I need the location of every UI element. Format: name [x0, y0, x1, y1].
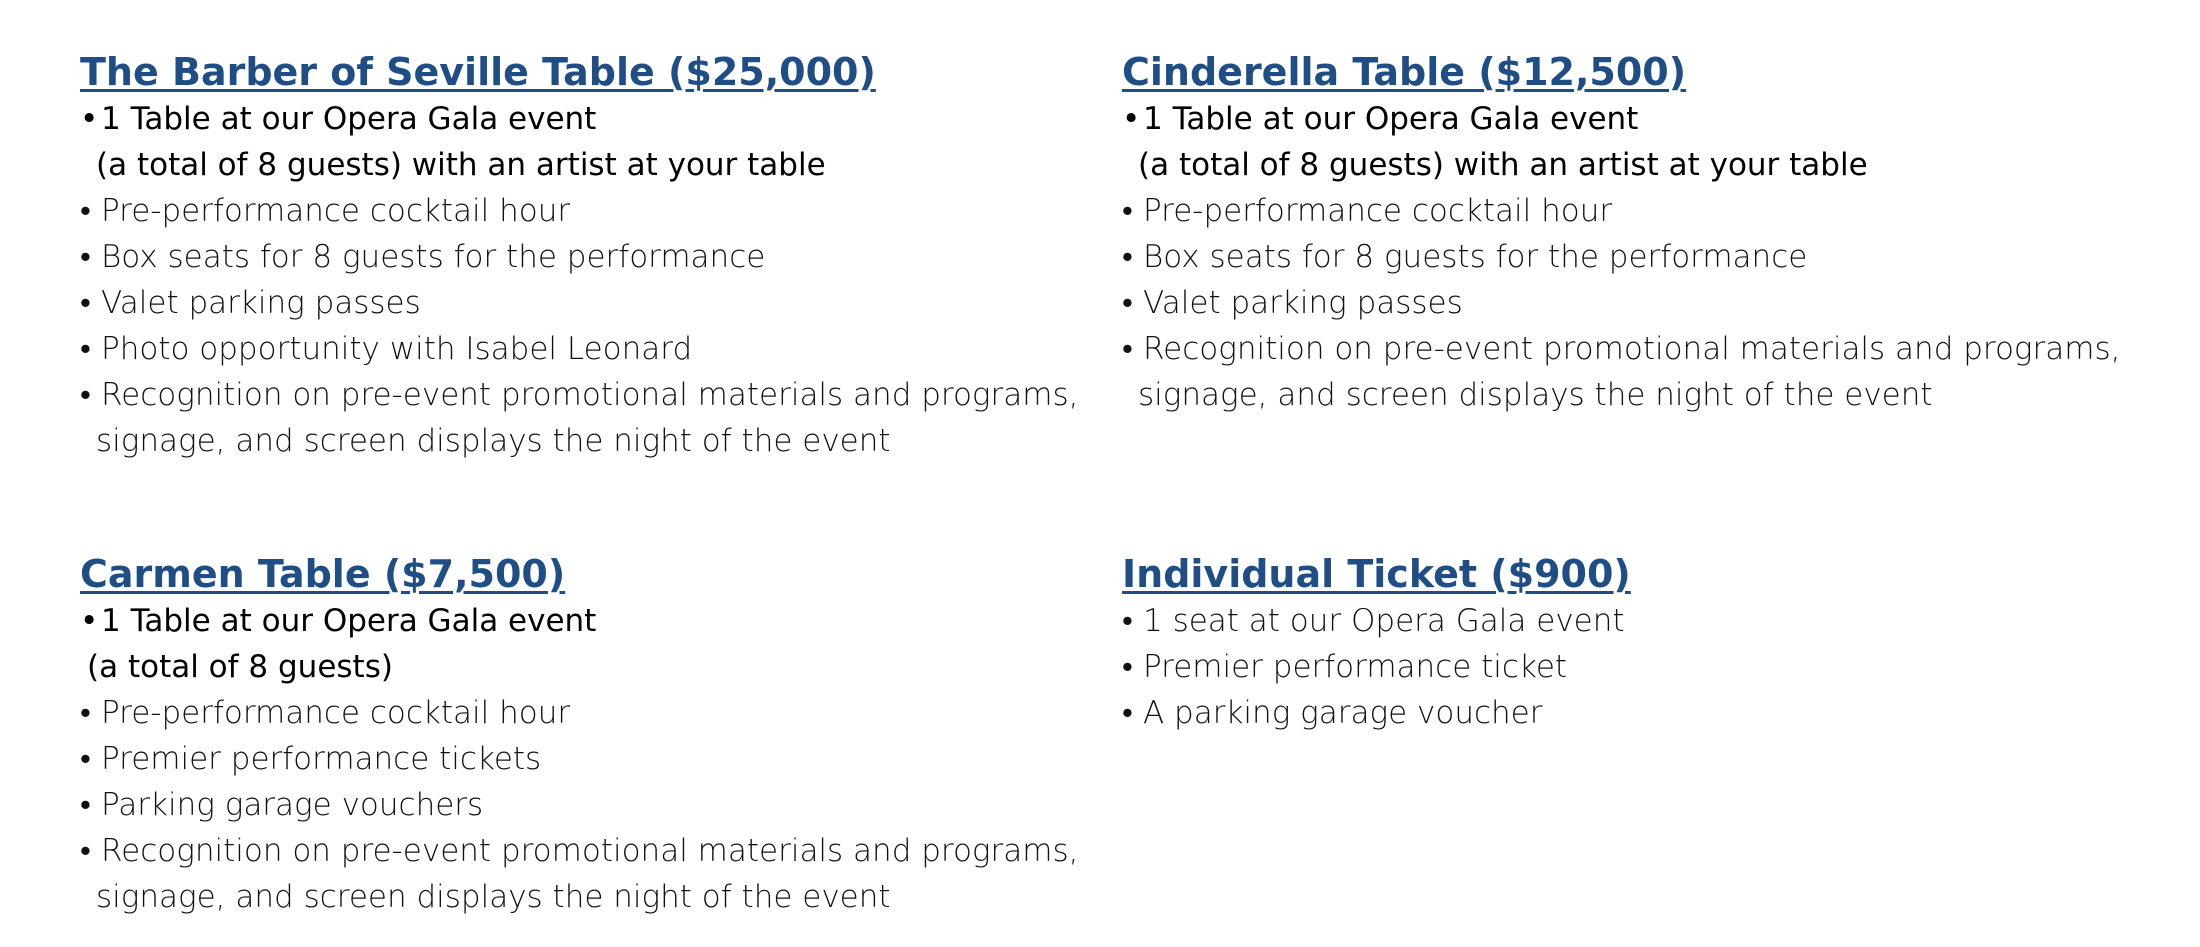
list-item: • Pre-performance cocktail hour [80, 188, 1080, 234]
bullet-icon: • [1122, 193, 1133, 229]
list-item: • Parking garage vouchers [80, 782, 1080, 828]
list-item: •1 Table at our Opera Gala event (a total of 8 guests) [80, 598, 1080, 690]
bullet-icon: • [80, 833, 91, 869]
tier-carmen [80, 550, 1080, 920]
benefit-list [1122, 598, 2122, 736]
tier-title: Individual Ticket ($900) [1122, 552, 1631, 596]
bullet-icon: • [80, 193, 91, 229]
tier-barber-of-seville [80, 48, 1080, 464]
list-item: • Valet parking passes [80, 280, 1080, 326]
list-item: • Box seats for 8 guests for the performance [1122, 234, 2122, 280]
list-item: • A parking garage voucher [1122, 690, 2122, 736]
list-item: • 1 seat at our Opera Gala event [1122, 598, 2122, 644]
bullet-icon: • [80, 787, 91, 823]
list-item: • Valet parking passes [1122, 280, 2122, 326]
bullet-icon: • [80, 741, 91, 777]
bullet-icon: • [80, 377, 91, 413]
bullet-icon: • [80, 101, 99, 137]
bullet-icon: • [1122, 331, 1133, 367]
list-item: • Recognition on pre-event promotional materials and programs, signage, and screen displays the night of the event [80, 372, 1080, 464]
bullet-icon: • [1122, 285, 1133, 321]
bullet-icon: • [80, 285, 91, 321]
tier-individual-ticket [1122, 550, 2122, 736]
tier-title: Cinderella Table ($12,500) [1122, 50, 1687, 94]
bullet-icon: • [1122, 101, 1141, 137]
list-item: • Premier performance ticket [1122, 644, 2122, 690]
list-item: •1 Table at our Opera Gala event (a total of 8 guests) with an artist at your table [80, 96, 1080, 188]
bullet-icon: • [80, 603, 99, 639]
tier-title: The Barber of Seville Table ($25,000) [80, 50, 876, 94]
benefit-list [80, 598, 1080, 920]
bullet-icon: • [80, 695, 91, 731]
benefit-list [1122, 96, 2122, 418]
list-item: • Recognition on pre-event promotional materials and programs, signage, and screen displays the night of the event [1122, 326, 2122, 418]
bullet-icon: • [1122, 239, 1133, 275]
list-item: •1 Table at our Opera Gala event (a total of 8 guests) with an artist at your table [1122, 96, 2122, 188]
bullet-icon: • [1122, 603, 1133, 639]
bullet-icon: • [80, 331, 91, 367]
benefit-list [80, 96, 1080, 464]
tier-title: Carmen Table ($7,500) [80, 552, 566, 596]
list-item: • Box seats for 8 guests for the performance [80, 234, 1080, 280]
list-item: • Pre-performance cocktail hour [80, 690, 1080, 736]
list-item: • Recognition on pre-event promotional materials and programs, signage, and screen displays the night of the event [80, 828, 1080, 920]
list-item: • Pre-performance cocktail hour [1122, 188, 2122, 234]
bullet-icon: • [80, 239, 91, 275]
list-item: • Premier performance tickets [80, 736, 1080, 782]
bullet-icon: • [1122, 695, 1133, 731]
list-item: • Photo opportunity with Isabel Leonard [80, 326, 1080, 372]
tier-cinderella [1122, 48, 2122, 418]
bullet-icon: • [1122, 649, 1133, 685]
